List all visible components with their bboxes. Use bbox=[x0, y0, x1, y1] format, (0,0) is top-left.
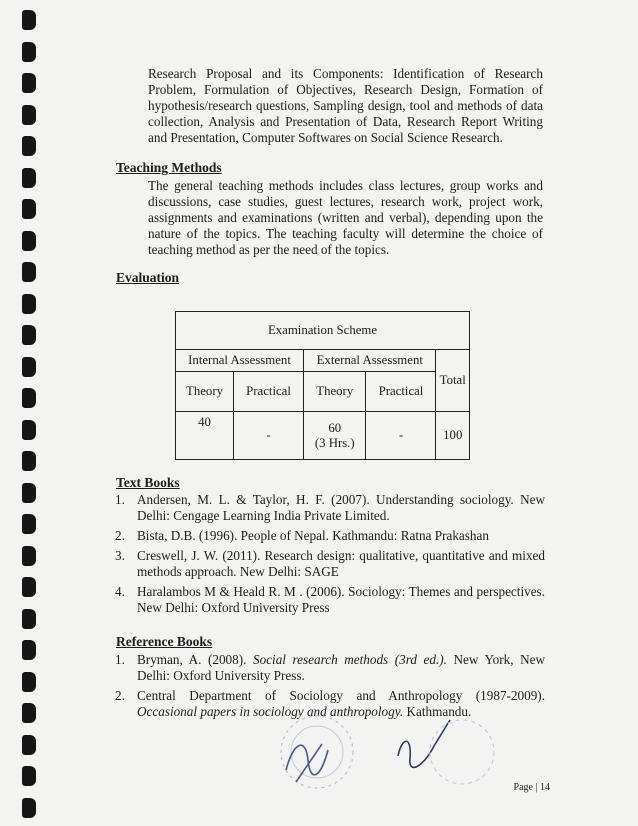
internal-theory-header: Theory bbox=[176, 372, 234, 412]
text-books-list bbox=[115, 492, 545, 620]
internal-practical-header: Practical bbox=[234, 372, 304, 412]
binding-hole bbox=[22, 199, 36, 219]
evaluation-heading: Evaluation bbox=[116, 270, 180, 285]
text-book-item bbox=[115, 528, 545, 544]
intro-paragraph: Research Proposal and its Components: Identification of Research Problem, Formulation of Objectives, Research Design, Formation of hypothesis/research questions, Sampling design, tool and methods of data collection, Analysis and Presentation of Data, Research Report Writing and Presentation, Computer Softwares on Social Science Research. bbox=[148, 66, 543, 145]
binding-hole bbox=[22, 10, 36, 30]
external-theory-value: 60 bbox=[328, 420, 342, 435]
citation-text: New York, New Delhi: Oxford University Press. bbox=[137, 652, 546, 683]
binding-hole bbox=[22, 514, 36, 534]
text-book-item bbox=[115, 548, 545, 580]
binding-hole bbox=[22, 325, 36, 345]
binding-hole bbox=[22, 73, 36, 93]
external-theory-cell bbox=[304, 412, 366, 460]
citation-text: Bista, D.B. (1996). People of Nepal. Kathmandu: Ratna Prakashan bbox=[137, 528, 489, 543]
signature-and-seal-right bbox=[390, 716, 510, 796]
internal-practical-value: - bbox=[234, 412, 304, 460]
item-number: 3. bbox=[115, 548, 125, 563]
citation-title: Social research methods (3rd ed.). bbox=[253, 652, 447, 667]
binding-hole bbox=[22, 703, 36, 723]
external-theory-duration: (3 Hrs.) bbox=[314, 435, 355, 450]
teaching-methods-paragraph: The general teaching methods includes class lectures, group works and discussions, case studies, guest lectures, research work, project work, assignments and examinations (written and verbal), depending upon the nature of the topics. The teaching faculty will determine the choice of teaching method as per the need of the topics. bbox=[148, 178, 543, 257]
internal-assessment-header: Internal Assessment bbox=[176, 350, 304, 372]
citation-text: Bryman, A. (2008). bbox=[137, 652, 253, 667]
teaching-methods-heading: Teaching Methods bbox=[116, 160, 222, 175]
binding-hole bbox=[22, 672, 36, 692]
internal-theory-value: 40 bbox=[176, 412, 234, 460]
item-number: 1. bbox=[115, 652, 125, 667]
text-book-item bbox=[115, 492, 545, 524]
binding-hole bbox=[22, 42, 36, 62]
citation-text: Andersen, M. L. & Taylor, H. F. (2007). Understanding sociology. New Delhi: Cengage Learning India Private Limited. bbox=[137, 492, 545, 523]
examination-scheme-table bbox=[175, 311, 470, 460]
citation-text: Central Department of Sociology and Anthropology (1987-2009). bbox=[137, 688, 545, 703]
binding-hole bbox=[22, 735, 36, 755]
total-value: 100 bbox=[436, 412, 470, 460]
item-number: 4. bbox=[115, 584, 125, 599]
text-book-item bbox=[115, 584, 545, 616]
citation-text: Creswell, J. W. (2011). Research design: qualitative, quantitative and mixed methods approach. New Delhi: SAGE bbox=[137, 548, 545, 579]
binding-hole bbox=[22, 231, 36, 251]
binding-hole bbox=[22, 357, 36, 377]
binding-hole bbox=[22, 294, 36, 314]
reference-book-item bbox=[115, 652, 545, 684]
binding-hole bbox=[22, 609, 36, 629]
binding-hole bbox=[22, 420, 36, 440]
binding-hole bbox=[22, 483, 36, 503]
citation-text: Haralambos M & Heald R. M . (2006). Sociology: Themes and perspectives. New Delhi: Oxford University Press bbox=[137, 584, 545, 615]
binding-hole bbox=[22, 451, 36, 471]
signature-mark-left bbox=[276, 730, 336, 790]
citation-title: Occasional papers in sociology and anthropology. bbox=[137, 704, 404, 719]
external-assessment-header: External Assessment bbox=[304, 350, 436, 372]
item-number: 2. bbox=[115, 688, 125, 703]
external-practical-header: Practical bbox=[366, 372, 436, 412]
binding-hole bbox=[22, 798, 36, 818]
item-number: 1. bbox=[115, 492, 125, 507]
binding-hole bbox=[22, 766, 36, 786]
binding-hole bbox=[22, 388, 36, 408]
reference-books-heading: Reference Books bbox=[116, 634, 213, 649]
page-number: Page | 14 bbox=[513, 782, 550, 793]
external-theory-header: Theory bbox=[304, 372, 366, 412]
binding-hole bbox=[22, 168, 36, 188]
binding-hole bbox=[22, 105, 36, 125]
spiral-binding bbox=[22, 0, 42, 826]
binding-hole bbox=[22, 577, 36, 597]
item-number: 2. bbox=[115, 528, 125, 543]
binding-hole bbox=[22, 546, 36, 566]
total-header: Total bbox=[436, 350, 470, 412]
citation-text: Kathmandu. bbox=[403, 704, 472, 719]
exam-table-title: Examination Scheme bbox=[176, 312, 470, 350]
external-practical-value: - bbox=[366, 412, 436, 460]
text-books-heading: Text Books bbox=[116, 475, 180, 490]
binding-hole bbox=[22, 262, 36, 282]
binding-hole bbox=[22, 640, 36, 660]
binding-hole bbox=[22, 136, 36, 156]
